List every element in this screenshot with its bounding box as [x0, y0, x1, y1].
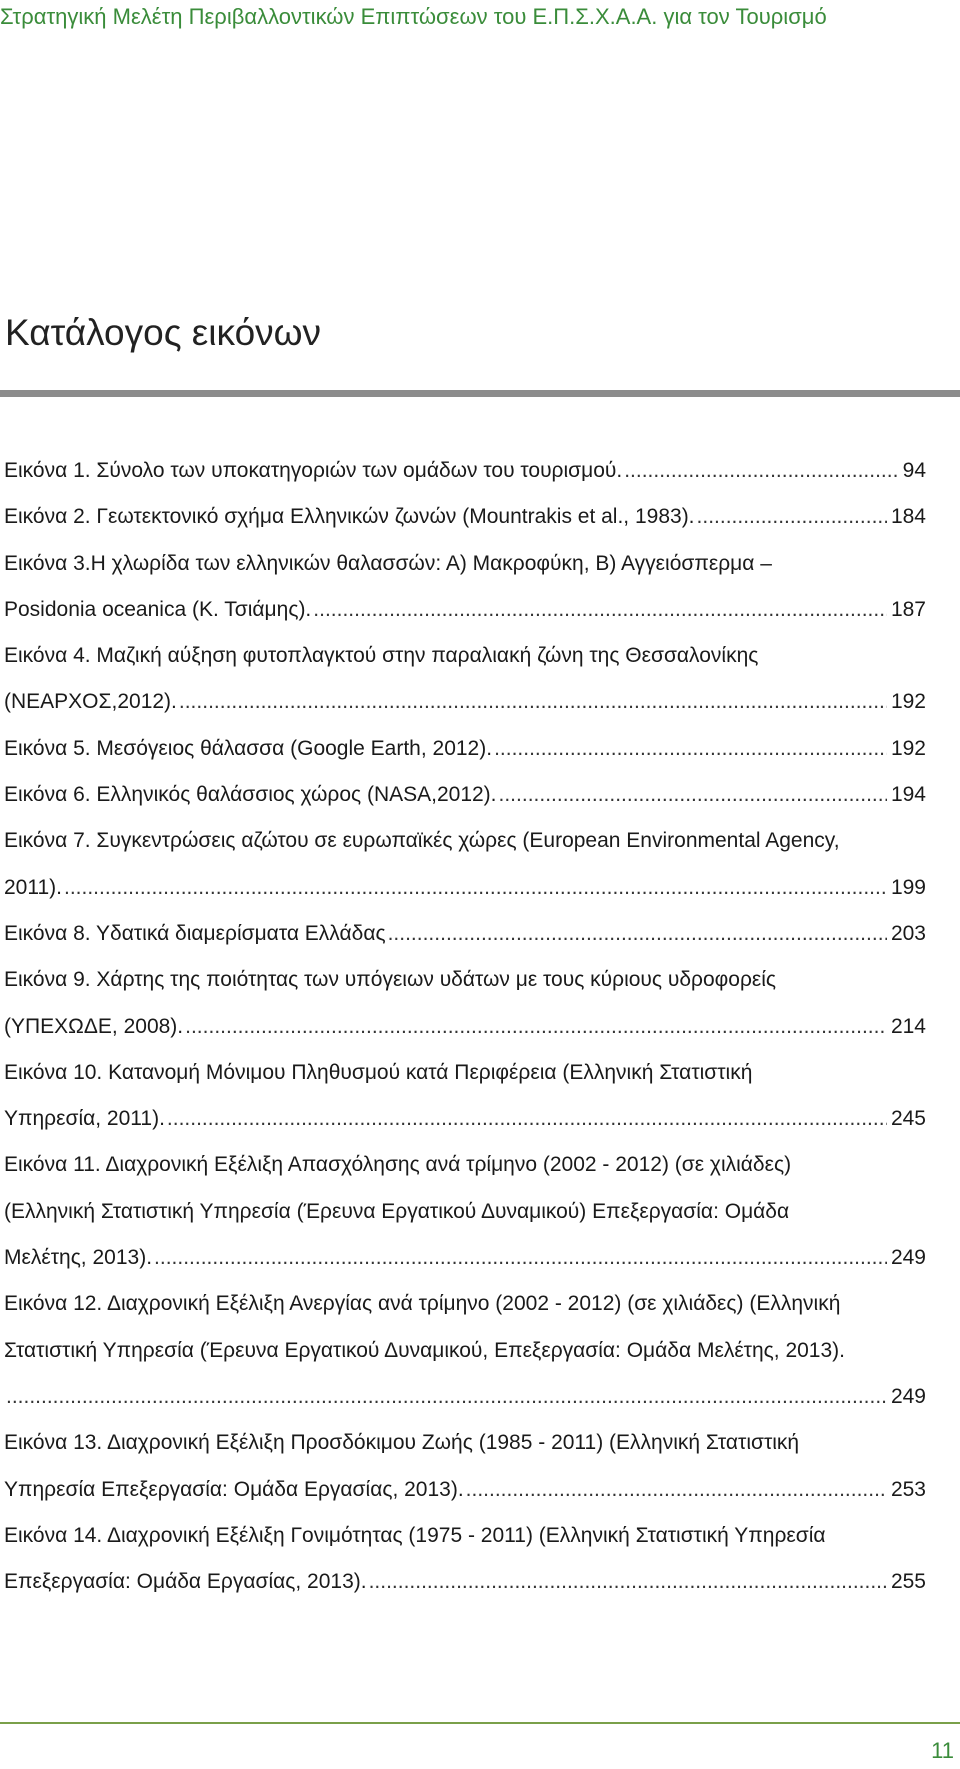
figure-caption-text: Εικόνα 8. Υδατικά διαμερίσματα Ελλάδας [4, 921, 386, 945]
figure-page-number[interactable]: 255 [890, 1570, 926, 1594]
dot-leader [388, 911, 887, 957]
figure-list-item[interactable] [4, 957, 926, 1050]
figure-caption-line: Εικόνα 7. Συγκεντρώσεις αζώτου σε ευρωπαϊκές χώρες (European Environmental Agency, [4, 829, 840, 853]
figure-caption-line: Εικόνα 10. Κατανομή Μόνιμου Πληθυσμού κατά Περιφέρεια (Ελληνική Στατιστική [4, 1060, 753, 1084]
figure-page-number[interactable]: 203 [890, 921, 926, 945]
figure-caption-text: Μελέτης, 2013). [4, 1246, 153, 1270]
figure-entry-last-line [4, 1374, 926, 1420]
dot-leader [185, 1004, 887, 1050]
figure-page-number[interactable]: 214 [890, 1014, 926, 1038]
figure-caption-text: Εικόνα 5. Μεσόγειος θάλασσα (Google Earth, 2012). [4, 736, 493, 760]
figure-caption-line: Εικόνα 12. Διαχρονική Εξέλιξη Ανεργίας ανά τρίμηνο (2002 - 2012) (σε χιλιάδες) (Ελληνική [4, 1292, 841, 1316]
figure-entry-last-line [4, 1004, 926, 1050]
figure-page-number[interactable]: 94 [902, 459, 926, 482]
figure-list-item[interactable] [4, 818, 926, 911]
figure-page-number[interactable]: 199 [890, 875, 926, 899]
page-title: Κατάλογος εικόνων [5, 312, 322, 353]
figure-caption-text: Εικόνα 6. Ελληνικός θαλάσσιος χώρος (NASA,2012). [4, 783, 497, 807]
figure-page-number[interactable]: 194 [890, 783, 926, 807]
title-divider [0, 390, 960, 397]
figure-entry-last-line [4, 494, 926, 540]
figure-caption-text: (ΥΠΕΧΩΔΕ, 2008). [4, 1014, 184, 1038]
figure-list-item[interactable] [4, 1142, 926, 1281]
figure-page-number[interactable]: 249 [890, 1384, 926, 1408]
figure-entry-last-line [4, 1559, 926, 1605]
dot-leader [466, 1467, 887, 1513]
dot-leader [624, 448, 898, 494]
dot-leader [154, 1235, 887, 1281]
figure-page-number[interactable]: 249 [890, 1246, 926, 1270]
figure-list-item[interactable] [4, 911, 926, 957]
dot-leader [179, 679, 887, 725]
figure-page-number[interactable]: 245 [890, 1107, 926, 1131]
dot-leader [369, 1559, 887, 1605]
figure-caption-line: Εικόνα 9. Χάρτης της ποιότητας των υπόγειων υδάτων με τους κύριους υδροφορείς [4, 968, 777, 992]
figure-page-number[interactable]: 192 [890, 690, 926, 714]
figure-list-item[interactable] [4, 494, 926, 540]
dot-leader [6, 1374, 887, 1420]
figure-caption-text: Εικόνα 2. Γεωτεκτονικό σχήμα Ελληνικών ζωνών (Mountrakis et al., 1983). [4, 505, 695, 529]
figure-entry-last-line [4, 911, 926, 957]
figure-list-item[interactable] [4, 541, 926, 634]
figure-caption-text: Υπηρεσία Επεξεργασία: Ομάδα Εργασίας, 2013). [4, 1477, 464, 1501]
figure-list-item[interactable] [4, 1420, 926, 1513]
figure-entry-last-line [4, 726, 926, 772]
figure-list-item[interactable] [4, 1050, 926, 1143]
figure-entry-last-line [4, 772, 926, 818]
figure-caption-line: Εικόνα 11. Διαχρονική Εξέλιξη Απασχόλησης ανά τρίμηνο (2002 - 2012) (σε χιλιάδες) [4, 1153, 792, 1177]
figure-list-item[interactable] [4, 448, 926, 494]
figure-entry-last-line [4, 1467, 926, 1513]
figure-list-item[interactable] [4, 772, 926, 818]
figure-caption-line: Εικόνα 4. Μαζική αύξηση φυτοπλαγκτού στην παραλιακή ζώνη της Θεσσαλονίκης [4, 644, 759, 668]
figure-caption-line: Εικόνα 14. Διαχρονική Εξέλιξη Γονιμότητας (1975 - 2011) (Ελληνική Στατιστική Υπηρεσία [4, 1523, 826, 1547]
dot-leader [494, 726, 887, 772]
figure-caption-text: 2011). [4, 875, 62, 899]
figure-caption-line: (Ελληνική Στατιστική Υπηρεσία (Έρευνα Εργατικού Δυναμικού) Επεξεργασία: Ομάδα [4, 1199, 790, 1223]
figure-caption-text: Επεξεργασία: Ομάδα Εργασίας, 2013). [4, 1570, 367, 1594]
figure-entry-last-line [4, 679, 926, 725]
figure-list-item[interactable] [4, 633, 926, 726]
figure-page-number[interactable]: 184 [890, 505, 926, 529]
figure-list-item[interactable] [4, 726, 926, 772]
dot-leader [64, 865, 887, 911]
dot-leader [313, 587, 887, 633]
figure-caption-text: Posidonia oceanica (Κ. Τσιάμης). [4, 597, 312, 621]
figure-entry-last-line [4, 865, 926, 911]
figure-caption-text: Υπηρεσία, 2011). [4, 1107, 165, 1131]
figure-entry-last-line [4, 448, 926, 494]
figure-caption-text: (ΝΕΑΡΧΟΣ,2012). [4, 690, 177, 714]
footer-divider [0, 1722, 960, 1724]
figure-entry-last-line [4, 1235, 926, 1281]
figure-page-number[interactable]: 192 [890, 736, 926, 760]
figure-caption-line: Εικόνα 13. Διαχρονική Εξέλιξη Προσδόκιμου Ζωής (1985 - 2011) (Ελληνική Στατιστική [4, 1431, 800, 1455]
page-number: 11 [931, 1738, 954, 1763]
figure-page-number[interactable]: 187 [890, 597, 926, 621]
figure-entry-last-line [4, 587, 926, 633]
figure-list-item[interactable] [4, 1281, 926, 1420]
figure-caption-line: Εικόνα 3.Η χλωρίδα των ελληνικών θαλασσών: Α) Μακροφύκη, Β) Αγγειόσπερμα – [4, 551, 772, 575]
dot-leader [499, 772, 887, 818]
figure-page-number[interactable]: 253 [890, 1477, 926, 1501]
figure-list [4, 448, 926, 1605]
figure-caption-line: Στατιστική Υπηρεσία (Έρευνα Εργατικού Δυναμικού, Επεξεργασία: Ομάδα Μελέτης, 2013). [4, 1338, 845, 1362]
dot-leader [697, 494, 887, 540]
figure-caption-text: Εικόνα 1. Σύνολο των υποκατηγοριών των ομάδων του τουρισμού. [4, 459, 623, 482]
figure-entry-last-line [4, 1096, 926, 1142]
running-header: Στρατηγική Μελέτη Περιβαλλοντικών Επιπτώσεων του Ε.Π.Σ.Χ.Α.Α. για τον Τουρισμό [0, 4, 827, 29]
figure-list-item[interactable] [4, 1513, 926, 1606]
dot-leader [167, 1096, 887, 1142]
